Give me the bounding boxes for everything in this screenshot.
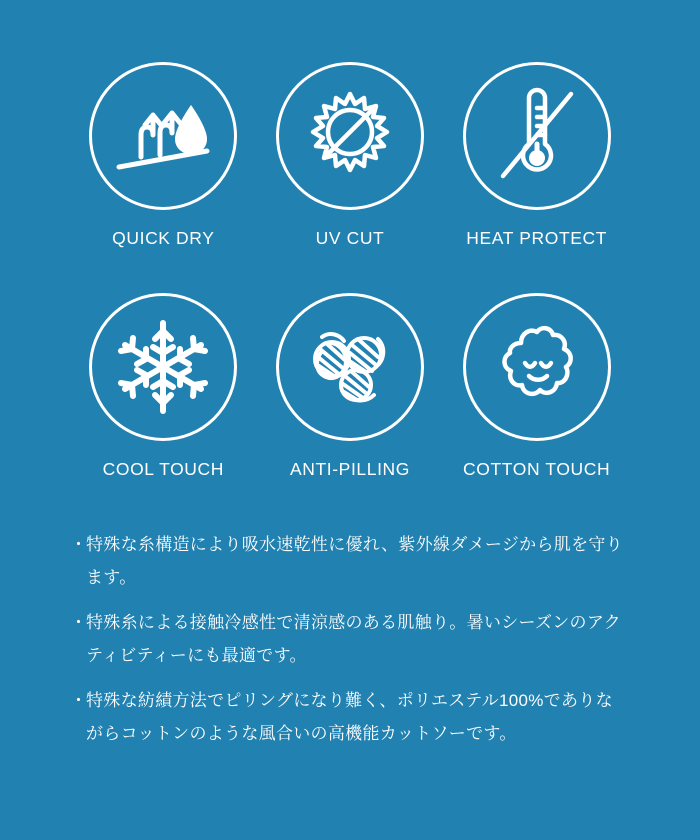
list-item bbox=[70, 528, 630, 594]
description-text: 特殊な紡績方法でピリングになり難く、ポリエステル100%でありながらコットンのような風合いの高機能カットソーです。 bbox=[86, 691, 613, 743]
feature-label: ANTI-PILLING bbox=[289, 459, 410, 479]
feature-heat-protect bbox=[443, 62, 630, 249]
feature-label: QUICK DRY bbox=[112, 228, 215, 248]
list-item bbox=[70, 606, 630, 672]
list-item bbox=[70, 684, 630, 750]
bullet-marker: ・ bbox=[70, 535, 87, 554]
description-text: 特殊糸による接触冷感性で清涼感のある肌触り。暑いシーズンのアクティビティーにも最適です。 bbox=[86, 613, 621, 665]
uv-cut-icon bbox=[276, 62, 424, 210]
feature-label: COOL TOUCH bbox=[102, 459, 225, 479]
bullet-marker: ・ bbox=[70, 613, 87, 632]
anti-pilling-icon bbox=[276, 293, 424, 441]
description-text: 特殊な糸構造により吸水速乾性に優れ、紫外線ダメージから肌を守ります。 bbox=[86, 535, 623, 587]
feature-anti-pilling bbox=[257, 293, 444, 480]
bullet-marker: ・ bbox=[70, 691, 87, 710]
feature-cotton-touch bbox=[443, 293, 630, 480]
heat-protect-icon bbox=[463, 62, 611, 210]
cotton-touch-icon bbox=[463, 293, 611, 441]
feature-label: UV CUT bbox=[315, 228, 385, 248]
feature-cool-touch bbox=[70, 293, 257, 480]
feature-uv-cut bbox=[257, 62, 444, 249]
feature-label: COTTON TOUCH bbox=[463, 459, 611, 479]
quick-dry-icon bbox=[89, 62, 237, 210]
cool-touch-icon bbox=[89, 293, 237, 441]
feature-quick-dry bbox=[70, 62, 257, 249]
feature-label: HEAT PROTECT bbox=[466, 228, 608, 248]
feature-grid bbox=[70, 0, 630, 480]
description-list bbox=[70, 528, 630, 750]
